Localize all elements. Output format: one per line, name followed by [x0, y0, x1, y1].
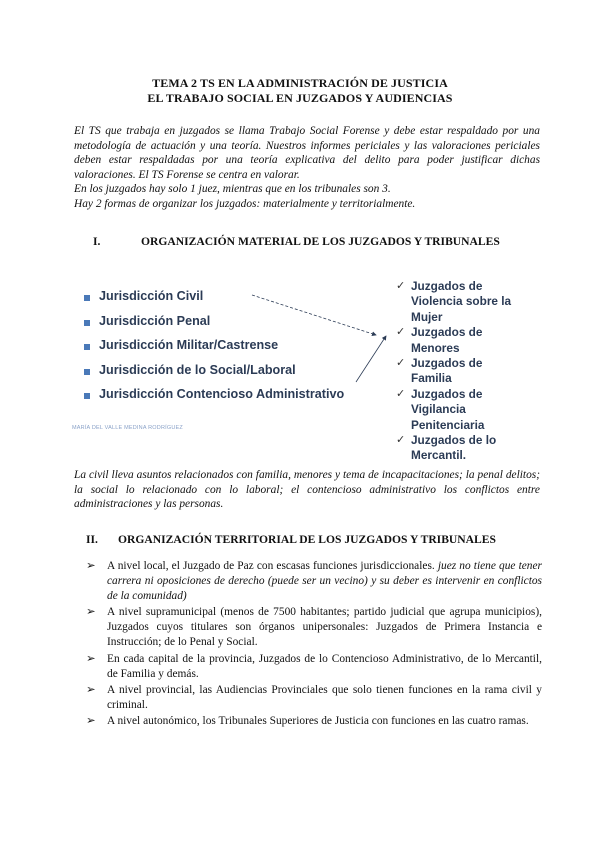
territorial-item-provincial: ➢ A nivel provincial, las Audiencias Provinciales que solo tienen funciones en la rama civil y criminal.: [86, 684, 542, 711]
checkmark-icon: ✓: [396, 326, 406, 339]
section1-heading: [93, 235, 500, 248]
social-arrow-icon: [356, 336, 386, 382]
territorial-item-capital: ➢ En cada capital de la provincia, Juzgados de lo Contencioso Administrativo, de lo Mercantil, de Familia y demás.: [86, 652, 542, 680]
territorial-item-supramunicipal: ➢ A nivel supramunicipal (menos de 7500 habitantes; partido judicial que agrupa municipios), Juzgados cuyos titulares son órganos unipersonales: Juzgados de Primera Instancia e Instrucción; de lo Penal y Social.: [86, 606, 542, 649]
checkmark-icon: ✓: [396, 280, 406, 292]
square-bullet-icon: [84, 320, 90, 326]
arrow-bullet-icon: ➢: [86, 606, 96, 619]
checkmark-icon: ✓: [396, 357, 406, 370]
square-bullet-icon: [84, 295, 90, 301]
checkmark-icon: ✓: [396, 387, 406, 400]
intro-judges-line: En los juzgados hay solo 1 juez, mientras que en los tribunales son 3.: [74, 183, 391, 196]
doc-title-line1: TEMA 2 TS EN LA ADMINISTRACIÓN DE JUSTICIA: [152, 76, 448, 90]
juzgado-item: ✓ Juzgados de Violencia sobre la Mujer: [396, 279, 512, 324]
square-bullet-icon: [84, 369, 90, 375]
square-bullet-icon: [84, 344, 90, 350]
section2-number: II.: [86, 533, 98, 546]
jurisdiction-explanation: La civil lleva asuntos relacionados con familia, menores y tema de incapacitaciones; la penal delitos; la social lo relacionado con lo laboral; el contencioso administrativo los conflictos entre administraciones y las personas.: [74, 469, 540, 511]
section2-title: ORGANIZACIÓN TERRITORIAL DE LOS JUZGADOS Y TRIBUNALES: [118, 533, 496, 546]
juzgado-item: ✓ Juzgados de lo Mercantil.: [396, 433, 497, 463]
territorial-item-local: ➢ A nivel local, el Juzgado de Paz con escasas funciones jurisdiccionales. juez no tiene que tener carrera ni oposiciones de derecho (puede ser un vecino) y su deber es intervenir en conflictos de la comunidad): [86, 560, 542, 602]
section1-title: ORGANIZACIÓN MATERIAL DE LOS JUZGADOS Y TRIBUNALES: [141, 235, 500, 248]
territorial-item-autonomico: ➢ A nivel autonómico, los Tribunales Superiores de Justicia con funciones en las cuatro ramas.: [86, 715, 529, 728]
territorial-list: [86, 559, 542, 731]
square-bullet-icon: [84, 393, 90, 399]
arrow-bullet-icon: ➢: [86, 684, 96, 697]
section1-number: I.: [93, 235, 101, 248]
civil-arrow-icon: [252, 295, 376, 335]
juzgado-item: ✓ Juzgados de Menores: [396, 325, 483, 355]
checkmark-icon: ✓: [396, 434, 406, 447]
juzgado-item: ✓ Juzgados de Vigilancia Penitenciaria: [396, 386, 485, 432]
arrow-bullet-icon: ➢: [86, 560, 96, 572]
intro-paragraph: El TS que trabaja en juzgados se llama Trabajo Social Forense y debe estar respaldado por una metodología de actuación y una teoría. Nuestros informes periciales y las valoraciones periciales deben estar respaldadas por una teoría explicativa del delito para poder justificar dichas valoraciones. El TS Forense se centra en valorar.: [74, 125, 540, 181]
arrow-bullet-icon: ➢: [86, 652, 96, 665]
slide-credit: MARÍA DEL VALLE MEDINA RODRÍGUEZ: [72, 425, 183, 431]
section2-heading: [86, 533, 496, 546]
intro-block: [74, 124, 540, 212]
document-page: TEMA 2 TS EN LA ADMINISTRACIÓN DE JUSTICIA EL TRABAJO SOCIAL EN JUZGADOS Y AUDIENCIAS El TS que trabaja en juzgados se llama Trabajo Social Forense y debe estar respaldado por una metodología de actuación y una teoría. Nuestros informes periciales y las valoraciones periciales deben estar respaldadas por una teoría explicativa del delito para poder justificar dichas valoraciones. El TS Forense se centra en valorar. En los juzgados hay solo 1 juez, mientras que en los tribunales son 3. Hay 2 formas de organizar los juzgados: materialmente y territorialmente. I. ORGANIZACIÓN MATERIAL DE LOS JUZGADOS Y TRIBUNALES Jurisdicción Civil Jurisdicción Penal Jurisdicción Militar/Castrense Jurisdicción de lo Social/Laboral Jurisdicción Contencioso Administrativo ✓ Juzgados de Violencia sobre la Mujer ✓ Juzgados de Menores ✓ Juzgados de Familia ✓ Juzgados de Vigilancia Penitenciaria ✓ Juzgados de lo Mercantil. MARÍA DEL VALLE MEDINA RODRÍGUEZ La civil lleva asuntos relacionados con familia, menores y tema de incapacitaciones; la penal delitos; la social lo relacionado con lo laboral; el contencioso administrativo los conflictos entre administraciones y las personas. II. ORGANIZACIÓN TERRITORIAL DE LOS JUZGADOS Y TRIBUNALES ➢ A nivel local, el Juzgado de Paz con escasas funciones jurisdiccionales. juez no tiene que tener carrera ni oposiciones de derecho (puede ser un vecino) y su deber es intervenir en conflictos de la comunidad) ➢ A nivel supramunicipal (menos de 7500 habitantes; partido judicial que agrupa municipios), Juzgados cuyos titulares son órganos unipersonales: Juzgados de Primera Instancia e Instrucción; de lo Penal y Social. ➢ En cada capital de la provincia, Juzgados de lo Contencioso Administrativo, de lo Mercantil, de Familia y demás. ➢ A nivel provincial, las Audiencias Provinciales que solo tienen funciones en la rama civil y criminal. ➢ A nivel autonómico, los Tribunales Superiores de Justicia con funciones en las cuatro ramas.: [0, 0, 600, 848]
juzgados-list: [396, 279, 526, 464]
intro-organization-line: Hay 2 formas de organizar los juzgados: materialmente y territorialmente.: [74, 197, 416, 210]
arrow-bullet-icon: ➢: [86, 715, 96, 728]
juzgado-item: ✓ Juzgados de Familia: [396, 356, 483, 386]
doc-title-line2: EL TRABAJO SOCIAL EN JUZGADOS Y AUDIENCIAS: [147, 91, 453, 105]
